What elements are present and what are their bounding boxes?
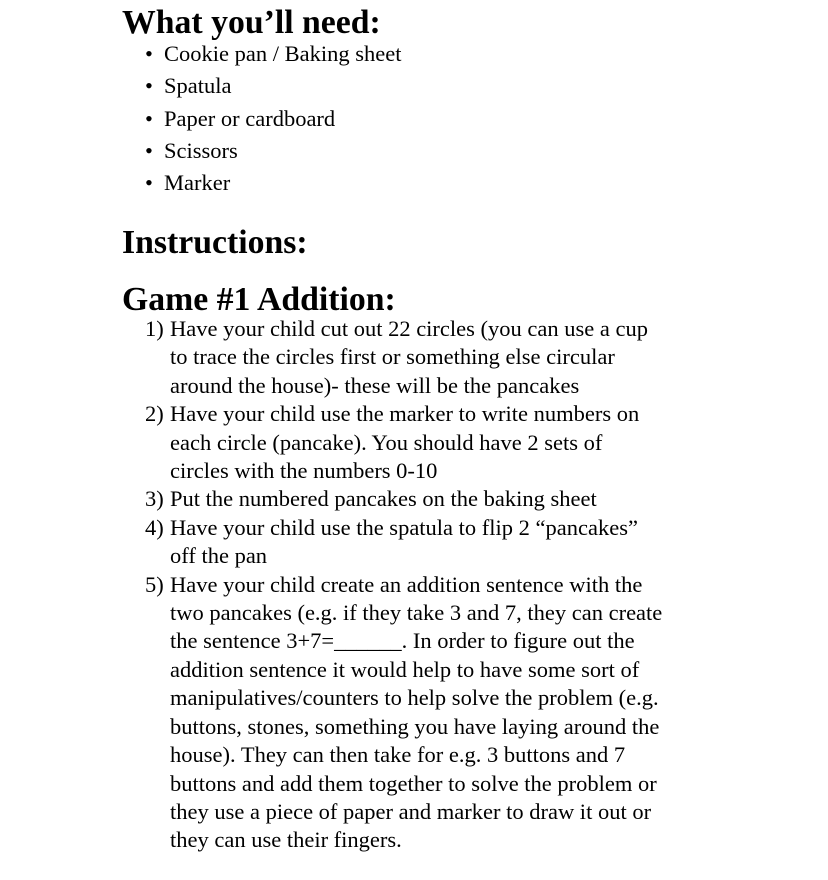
step-item [145,514,745,571]
step-number: 1) [145,316,164,341]
step-number: 4) [145,514,164,540]
list-item-text: Cookie pan / Baking sheet [164,41,402,66]
step-line: buttons and add them together to solve the problem or [170,770,657,796]
step-item [145,485,745,513]
step-line: Have your child use the marker to write numbers on [170,401,640,427]
list-item [145,38,401,70]
list-item [145,70,401,102]
needs-list [145,38,401,199]
list-item [145,135,401,167]
step-line: manipulatives/counters to help solve the problem (e.g. [170,685,659,711]
step-number: 3) [145,486,164,512]
step-number: 5) [145,571,164,597]
step-item [145,571,745,855]
list-item [145,167,401,199]
bullet-icon: • [145,137,153,163]
game1-steps [145,315,745,855]
step-line: Have your child use the spatula to flip 2 “pancakes” [170,514,638,540]
instructions-heading: Instructions: [122,224,308,261]
step-item [145,400,745,485]
step-line: addition sentence it would help to have some sort of [170,656,640,682]
bullet-icon: • [145,105,153,131]
step-line: Have your child create an addition sentence with the [170,571,643,597]
step-number: 2) [145,401,164,427]
step-line: Put the numbered pancakes on the baking sheet [170,486,597,512]
step-line: each circle (pancake). You should have 2 sets of [170,429,603,455]
needs-heading: What you’ll need: [122,4,381,41]
step-line: they can use their fingers. [170,827,402,853]
list-item-text: Spatula [164,73,232,99]
game1-heading: Game #1 Addition: [122,281,396,318]
step-line: buttons, stones, something you have laying around the [170,713,660,739]
list-item-text: Scissors [164,137,238,163]
step-line: off the pan [170,543,268,569]
bullet-icon: • [145,73,153,99]
step-line: they use a piece of paper and marker to draw it out or [170,798,652,824]
step-line: circles with the numbers 0-10 [170,458,438,484]
list-item [145,103,401,135]
step-line: the sentence 3+7=______. In order to figure out the [170,628,635,654]
list-item-text: Marker [164,170,231,196]
step-line: house). They can then take for e.g. 3 buttons and 7 [170,742,626,768]
step-item [145,315,745,400]
step-line: Have your child cut out 22 circles (you can use a cup [170,316,648,341]
step-line: around the house)- these will be the pancakes [170,372,580,398]
step-line: to trace the circles first or something else circular [170,344,615,370]
bullet-icon: • [145,170,153,196]
bullet-icon: • [145,41,153,66]
list-item-text: Paper or cardboard [164,105,336,131]
step-line: two pancakes (e.g. if they take 3 and 7, they can create [170,600,663,626]
